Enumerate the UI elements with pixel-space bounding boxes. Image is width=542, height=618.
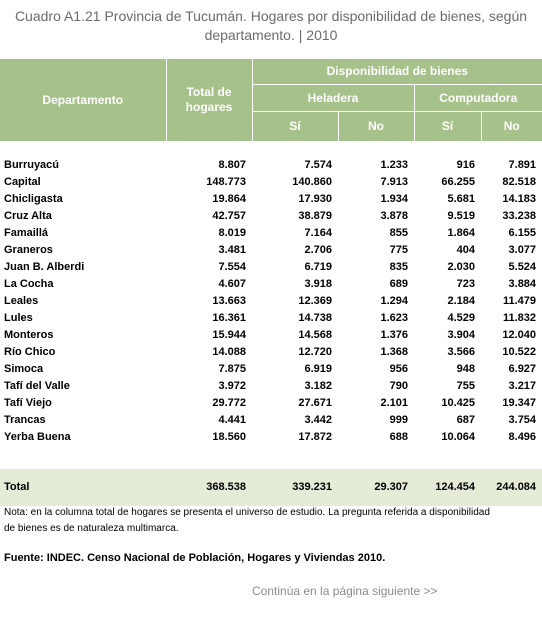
spacer-row (0, 446, 542, 469)
cell-total: 3.972 (218, 380, 246, 392)
continue-link[interactable]: Continúa en la página siguiente >> (252, 584, 438, 598)
table-row (0, 361, 542, 378)
total-heladera-si: 339.231 (252, 469, 338, 506)
households-table (0, 59, 542, 506)
table-note (4, 505, 534, 537)
table-row (0, 412, 542, 429)
table-title (0, 7, 542, 45)
cell-computadora-no: 12.040 (502, 329, 537, 341)
cell-computadora-no: 10.522 (502, 346, 537, 358)
cell-computadora-no: 33.238 (502, 210, 537, 222)
header-heladera: Heladera (252, 85, 414, 112)
header-total-hogares (166, 59, 252, 141)
cell-departamento: Graneros (4, 244, 53, 256)
cell-heladera-no: 1.376 (380, 329, 408, 341)
cell-computadora-si: 948 (456, 363, 475, 375)
cell-departamento: La Cocha (4, 278, 54, 290)
cell-total: 15.944 (212, 329, 246, 341)
cell-departamento: Monteros (4, 329, 54, 341)
table-row (0, 429, 542, 446)
header-disponibilidad: Disponibilidad de bienes (252, 59, 542, 85)
cell-computadora-no: 7.891 (508, 159, 537, 171)
cell-departamento: Cruz Alta (4, 210, 52, 222)
cell-departamento: Río Chico (4, 346, 56, 358)
cell-heladera-si: 27.671 (298, 397, 332, 409)
cell-computadora-si: 66.255 (441, 176, 475, 188)
cell-departamento: Tafí del Valle (4, 380, 70, 392)
cell-computadora-no: 14.183 (502, 193, 537, 205)
cell-heladera-si: 6.919 (304, 363, 332, 375)
cell-total: 4.607 (218, 278, 246, 290)
cell-departamento: Chicligasta (4, 193, 63, 205)
cell-heladera-no: 1.294 (380, 295, 408, 307)
cell-departamento: Yerba Buena (4, 431, 71, 443)
cell-computadora-si: 723 (456, 278, 475, 290)
total-hogares: 368.538 (166, 469, 252, 506)
cell-computadora-si: 916 (456, 159, 475, 171)
title-line-1: Cuadro A1.21 Provincia de Tucumán. Hogares por disponibilidad de bienes, según (14, 8, 528, 24)
source-text: Fuente: INDEC. Censo Nacional de Población, Hogares y Viviendas 2010. (4, 552, 386, 564)
table-row (0, 378, 542, 395)
cell-heladera-si: 12.369 (298, 295, 332, 307)
title-line-2: departamento. | 2010 (204, 27, 338, 43)
header-heladera-si: Sí (252, 112, 338, 142)
cell-heladera-no: 835 (389, 261, 408, 273)
cell-total: 42.757 (212, 210, 246, 222)
cell-heladera-si: 38.879 (298, 210, 332, 222)
cell-heladera-no: 1.623 (380, 312, 408, 324)
cell-heladera-no: 1.233 (380, 159, 408, 171)
cell-departamento: Trancas (4, 414, 46, 426)
cell-computadora-si: 3.904 (447, 329, 475, 341)
cell-computadora-si: 755 (456, 380, 475, 392)
cell-total: 13.663 (212, 295, 246, 307)
table-row (0, 327, 542, 344)
header-heladera-no: No (338, 112, 414, 142)
table-row (0, 395, 542, 412)
note-line-2: de bienes es de naturaleza multimarca. (4, 523, 179, 534)
total-computadora-no: 244.084 (481, 469, 542, 506)
cell-heladera-si: 3.182 (304, 380, 332, 392)
cell-computadora-no: 5.524 (508, 261, 537, 273)
table-row (0, 344, 542, 361)
table-row (0, 259, 542, 276)
cell-computadora-si: 10.064 (441, 431, 475, 443)
cell-computadora-no: 3.077 (508, 244, 537, 256)
cell-total: 8.019 (218, 227, 246, 239)
cell-heladera-no: 999 (389, 414, 408, 426)
cell-departamento: Famaillá (4, 227, 49, 239)
cell-computadora-si: 404 (456, 244, 475, 256)
cell-computadora-si: 2.184 (447, 295, 475, 307)
table-body (0, 141, 542, 506)
cell-departamento: Lules (4, 312, 33, 324)
cell-computadora-no: 82.518 (502, 176, 537, 188)
table-row (0, 276, 542, 293)
cell-total: 29.772 (212, 397, 246, 409)
cell-total: 19.864 (212, 193, 246, 205)
cell-total: 148.773 (206, 176, 246, 188)
table-row (0, 208, 542, 225)
cell-heladera-si: 2.706 (304, 244, 332, 256)
table-row (0, 310, 542, 327)
cell-computadora-no: 3.884 (508, 278, 537, 290)
cell-heladera-no: 688 (389, 431, 408, 443)
cell-departamento: Leales (4, 295, 39, 307)
cell-departamento: Burruyacú (4, 159, 60, 171)
table-row (0, 242, 542, 259)
table-row (0, 191, 542, 208)
cell-computadora-no: 11.479 (503, 295, 537, 307)
cell-total: 8.807 (218, 159, 246, 171)
cell-heladera-no: 1.368 (380, 346, 408, 358)
cell-computadora-si: 10.425 (441, 397, 475, 409)
cell-computadora-no: 11.832 (503, 312, 537, 324)
cell-computadora-no: 19.347 (502, 397, 537, 409)
cell-total: 14.088 (212, 346, 246, 358)
cell-computadora-no: 6.927 (508, 363, 537, 375)
header-computadora-si: Sí (414, 112, 481, 142)
cell-computadora-si: 3.566 (447, 346, 475, 358)
cell-heladera-si: 7.574 (304, 159, 332, 171)
cell-total: 4.441 (218, 414, 246, 426)
header-computadora: Computadora (414, 85, 542, 112)
cell-departamento: Capital (4, 176, 41, 188)
total-computadora-si: 124.454 (414, 469, 481, 506)
cell-computadora-no: 6.155 (508, 227, 537, 239)
cell-departamento: Tafí Viejo (4, 397, 52, 409)
cell-computadora-si: 2.030 (447, 261, 475, 273)
header-computadora-no: No (481, 112, 542, 142)
cell-computadora-si: 4.529 (447, 312, 475, 324)
cell-heladera-si: 3.442 (304, 414, 332, 426)
cell-heladera-no: 3.878 (380, 210, 408, 222)
cell-heladera-si: 7.164 (304, 227, 332, 239)
cell-computadora-si: 5.681 (447, 193, 475, 205)
cell-heladera-si: 3.918 (304, 278, 332, 290)
cell-computadora-si: 9.519 (447, 210, 475, 222)
cell-departamento: Juan B. Alberdi (4, 261, 85, 273)
cell-computadora-si: 1.864 (447, 227, 475, 239)
header-total-line-1: Total de (186, 85, 232, 99)
header-departamento: Departamento (0, 59, 166, 141)
cell-computadora-si: 687 (456, 414, 475, 426)
total-row (0, 469, 542, 506)
cell-heladera-no: 790 (389, 380, 408, 392)
cell-heladera-no: 689 (389, 278, 408, 290)
cell-heladera-no: 7.913 (380, 176, 408, 188)
cell-departamento: Simoca (4, 363, 44, 375)
header-total-line-2: hogares (185, 100, 233, 114)
cell-total: 7.875 (218, 363, 246, 375)
cell-total: 18.560 (212, 431, 246, 443)
table-row (0, 174, 542, 191)
total-label: Total (0, 469, 166, 506)
cell-computadora-no: 3.754 (508, 414, 537, 426)
cell-heladera-si: 14.568 (298, 329, 332, 341)
cell-heladera-si: 14.738 (298, 312, 332, 324)
cell-total: 16.361 (212, 312, 246, 324)
cell-heladera-no: 2.101 (380, 397, 408, 409)
cell-heladera-no: 956 (389, 363, 408, 375)
total-heladera-no: 29.307 (338, 469, 414, 506)
spacer-row (0, 141, 542, 157)
cell-heladera-no: 855 (389, 227, 408, 239)
cell-heladera-no: 775 (389, 244, 408, 256)
cell-heladera-no: 1.934 (380, 193, 408, 205)
cell-heladera-si: 12.720 (298, 346, 332, 358)
cell-total: 7.554 (218, 261, 246, 273)
note-line-1: Nota: en la columna total de hogares se presenta el universo de estudio. La pregunta referida a disponibilidad (4, 507, 490, 518)
cell-heladera-si: 17.930 (298, 193, 332, 205)
cell-computadora-no: 8.496 (508, 431, 537, 443)
cell-heladera-si: 6.719 (304, 261, 332, 273)
table-row (0, 293, 542, 310)
cell-heladera-si: 17.872 (298, 431, 332, 443)
table-row (0, 225, 542, 242)
table-row (0, 157, 542, 174)
cell-computadora-no: 3.217 (508, 380, 537, 392)
cell-total: 3.481 (218, 244, 246, 256)
cell-heladera-si: 140.860 (292, 176, 332, 188)
